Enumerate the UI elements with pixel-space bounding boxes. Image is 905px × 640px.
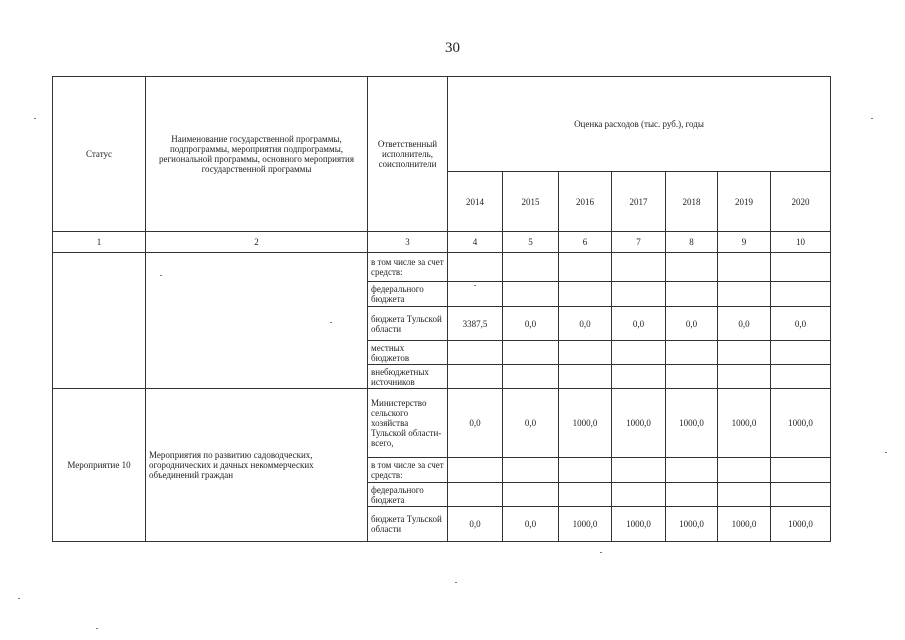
value-cell <box>770 364 831 389</box>
value-cell: 0,0 <box>502 306 559 341</box>
value-cell <box>558 364 612 389</box>
value-cell <box>770 340 831 365</box>
value-cell <box>558 340 612 365</box>
column-number: 4 <box>447 231 503 253</box>
header-status: Статус <box>52 76 146 232</box>
value-cell <box>611 281 666 307</box>
value-cell <box>558 252 612 282</box>
page-number: 30 <box>445 40 460 56</box>
value-cell: 0,0 <box>611 306 666 341</box>
funding-source: бюджета Тульской области <box>367 506 448 542</box>
value-cell <box>717 281 771 307</box>
value-cell: 1000,0 <box>665 388 718 458</box>
header-name: Наименование государственной программы, подпрограммы, мероприятия подпрограммы, региональной программы, основного мероприятия государственной программы <box>145 76 368 232</box>
funding-source: в том числе за счет средств: <box>367 252 448 282</box>
column-number: 1 <box>52 231 146 253</box>
funding-source: бюджета Тульской области <box>367 306 448 341</box>
value-cell: 3387,5 <box>447 306 503 341</box>
value-cell <box>665 340 718 365</box>
value-cell: 1000,0 <box>770 388 831 458</box>
value-cell <box>447 252 503 282</box>
value-cell: 0,0 <box>665 306 718 341</box>
value-cell: 1000,0 <box>717 506 771 542</box>
value-cell: 1000,0 <box>558 506 612 542</box>
header-year: 2018 <box>665 171 718 232</box>
value-cell <box>770 457 831 483</box>
value-cell <box>717 457 771 483</box>
value-cell <box>502 252 559 282</box>
scan-speck <box>160 275 162 276</box>
value-cell <box>447 364 503 389</box>
value-cell <box>665 281 718 307</box>
column-number: 10 <box>770 231 831 253</box>
value-cell <box>447 457 503 483</box>
funding-source: в том числе за счет средств: <box>367 457 448 483</box>
scan-speck <box>34 118 36 119</box>
value-cell <box>611 252 666 282</box>
value-cell <box>611 364 666 389</box>
value-cell <box>502 281 559 307</box>
value-cell <box>717 364 771 389</box>
value-cell <box>502 340 559 365</box>
value-cell <box>558 457 612 483</box>
funding-source: местных бюджетов <box>367 340 448 365</box>
column-number: 9 <box>717 231 771 253</box>
column-number: 5 <box>502 231 559 253</box>
value-cell <box>770 252 831 282</box>
value-cell: 1000,0 <box>611 388 666 458</box>
value-cell: 0,0 <box>502 388 559 458</box>
block1-status <box>52 252 146 389</box>
scan-speck <box>455 582 457 583</box>
funding-source: федерального бюджета <box>367 482 448 507</box>
column-number: 6 <box>558 231 612 253</box>
value-cell <box>665 364 718 389</box>
value-cell <box>770 482 831 507</box>
header-year: 2017 <box>611 171 666 232</box>
header-expenses: Оценка расходов (тыс. руб.), годы <box>447 76 831 172</box>
value-cell: 1000,0 <box>558 388 612 458</box>
header-responsible: Ответственный исполнитель, соисполнители <box>367 76 448 232</box>
scan-speck <box>330 322 332 323</box>
block1-name <box>145 252 368 389</box>
scan-speck <box>96 628 98 629</box>
value-cell: 1000,0 <box>717 388 771 458</box>
value-cell <box>611 482 666 507</box>
value-cell <box>502 457 559 483</box>
funding-source: федерального бюджета <box>367 281 448 307</box>
value-cell <box>447 482 503 507</box>
value-cell <box>717 482 771 507</box>
value-cell <box>717 340 771 365</box>
header-year: 2020 <box>770 171 831 232</box>
value-cell <box>447 340 503 365</box>
value-cell: 1000,0 <box>770 506 831 542</box>
block2-status: Мероприятие 10 <box>52 388 146 542</box>
value-cell <box>558 281 612 307</box>
value-cell <box>665 457 718 483</box>
column-number: 8 <box>665 231 718 253</box>
value-cell <box>717 252 771 282</box>
scan-speck <box>885 452 887 453</box>
header-year: 2015 <box>502 171 559 232</box>
scan-speck <box>474 285 476 286</box>
value-cell <box>611 340 666 365</box>
value-cell: 0,0 <box>447 388 503 458</box>
scan-speck <box>18 598 20 599</box>
value-cell: 1000,0 <box>665 506 718 542</box>
value-cell <box>502 482 559 507</box>
value-cell <box>665 252 718 282</box>
value-cell: 0,0 <box>447 506 503 542</box>
header-year: 2014 <box>447 171 503 232</box>
value-cell: 0,0 <box>770 306 831 341</box>
value-cell: 0,0 <box>717 306 771 341</box>
column-number: 3 <box>367 231 448 253</box>
header-year: 2016 <box>558 171 612 232</box>
scan-speck <box>600 552 602 553</box>
value-cell <box>558 482 612 507</box>
value-cell: 0,0 <box>558 306 612 341</box>
scan-speck <box>871 118 873 119</box>
budget-table <box>52 76 830 541</box>
value-cell: 1000,0 <box>611 506 666 542</box>
column-number: 7 <box>611 231 666 253</box>
funding-source: внебюджетных источников <box>367 364 448 389</box>
value-cell <box>665 482 718 507</box>
funding-source: Министерство сельского хозяйства Тульской области- всего, <box>367 388 448 458</box>
column-number: 2 <box>145 231 368 253</box>
value-cell: 0,0 <box>502 506 559 542</box>
block2-name: Мероприятия по развитию садоводческих, огороднических и дачных некоммерческих объединений граждан <box>145 388 368 542</box>
value-cell <box>611 457 666 483</box>
value-cell <box>770 281 831 307</box>
header-year: 2019 <box>717 171 771 232</box>
value-cell <box>502 364 559 389</box>
